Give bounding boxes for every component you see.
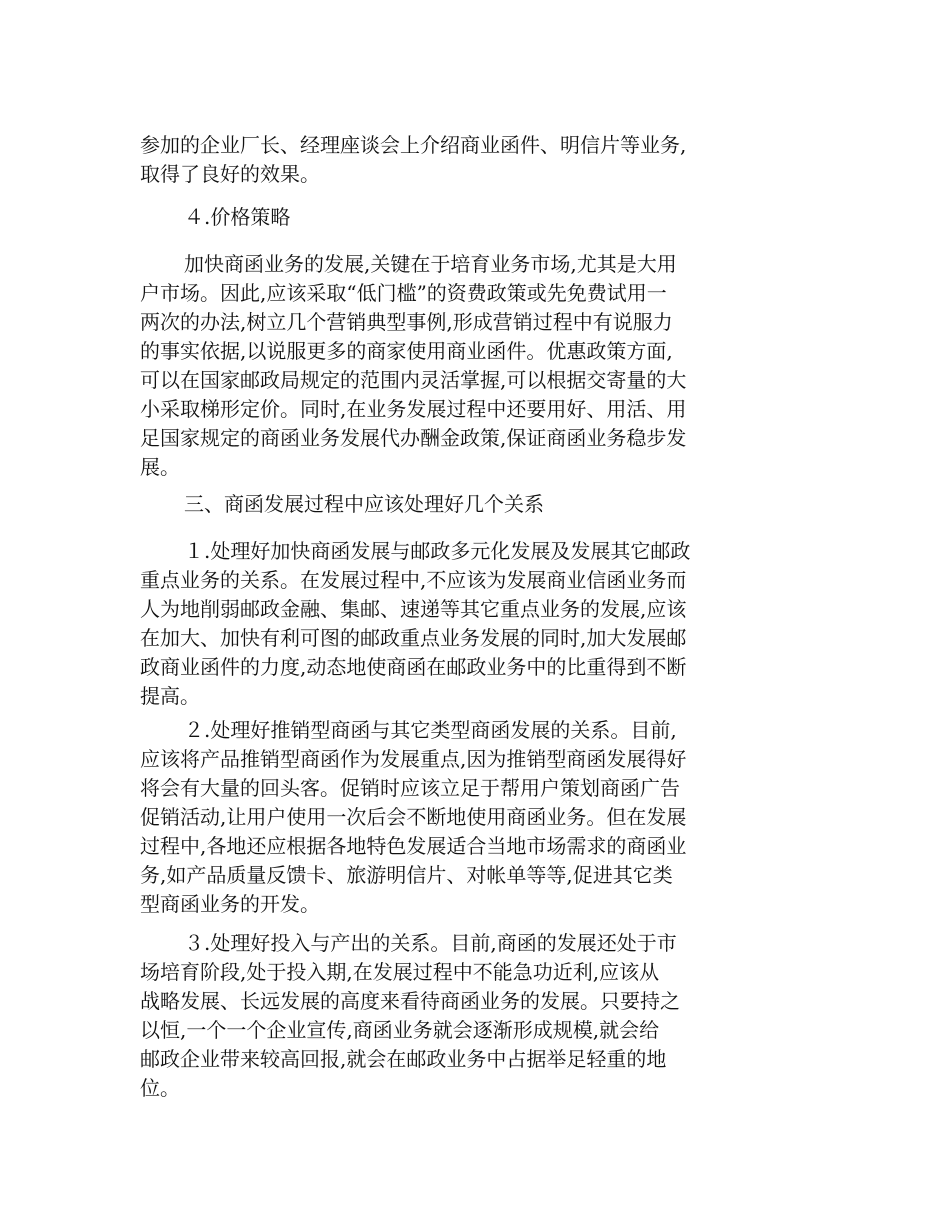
paragraph-relation-3: ３.处理好投入与产出的关系。目前,商函的发展还处于市 场培育阶段,处于投入期,在发展过程中不能急功近利,应该从 战略发展、长远发展的高度来看待商函业务的发展。只要持之 以恒,一个一个企业宣传,商函业务就会逐渐形成规模,就会给 邮政企业带来较高回报,就会在邮政业务中占据举足轻重的地 位。 — [140, 931, 680, 1100]
paragraph-relation-2: ２.处理好推销型商函与其它类型商函发展的关系。目前, 应该将产品推销型商函作为发展重点,因为推销型商函发展得好 将会有大量的回头客。促销时应该立足于帮用户策划商函广告 促销活动,让用户使用一次后会不断地使用商函业务。但在发展 过程中,各地还应根据各地特色发展适合当地市场需求的商函业 务,如产品质量反馈卡、旅游明信片、对帐单等等,促进其它类 型商函业务的开发。 — [140, 718, 687, 916]
heading-price-strategy: ４.价格策略 — [184, 205, 291, 229]
heading-section-three: 三、商函发展过程中应该处理好几个关系 — [184, 492, 544, 516]
paragraph-price-strategy: 加快商函业务的发展,关键在于培育业务市场,尤其是大用 户市场。因此,应该采取“低门槛”的资费政策或先免费试用一 两次的办法,树立几个营销典型事例,形成营销过程中有说服力 的事实依据,以说服更多的商家使用商业函件。优惠政策方面, 可以在国家邮政局规定的范围内灵活掌握,可以根据交寄量的大 小采取梯形定价。同时,在业务发展过程中还要用好、用活、用 足国家规定的商函业务发展代办酬金政策,保证商函业务稳步发 展。 — [140, 252, 687, 479]
paragraph-intro-continuation: 参加的企业厂长、经理座谈会上介绍商业函件、明信片等业务, 取得了良好的效果。 — [140, 133, 687, 186]
paragraph-relation-1: １.处理好加快商函发展与邮政多元化发展及发展其它邮政 重点业务的关系。在发展过程中,不应该为发展商业信函业务而 人为地削弱邮政金融、集邮、速递等其它重点业务的发展,应该 在加大、加快有利可图的邮政重点业务发展的同时,加大发展邮 政商业函件的力度,动态地使商函在邮政业务中的比重得到不断 提高。 — [140, 539, 691, 708]
